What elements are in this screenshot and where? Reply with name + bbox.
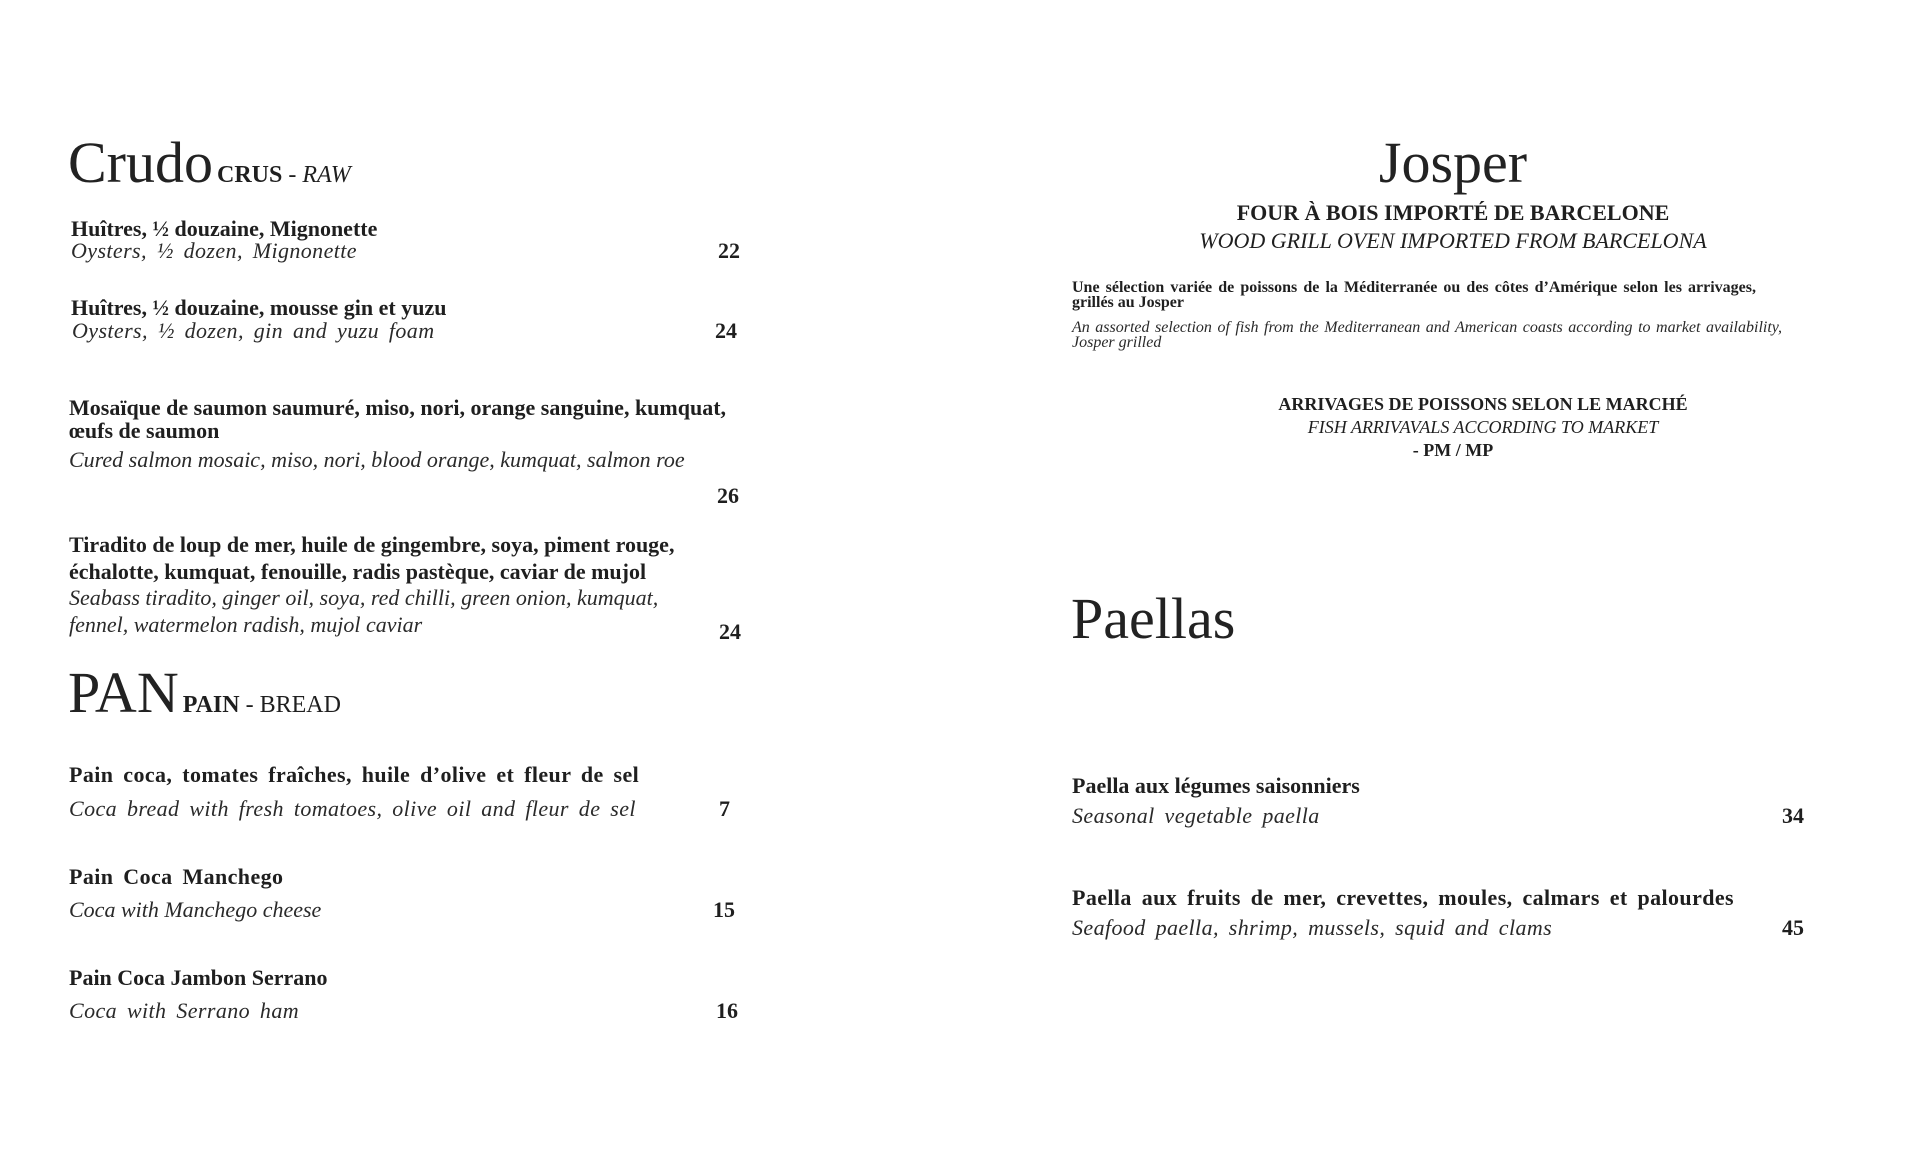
josper-title: Josper	[1378, 130, 1528, 195]
paellas-item-1-en: Seasonal vegetable paella	[1072, 803, 1320, 828]
crudo-item-1-fr: Huîtres, ½ douzaine, Mignonette	[71, 216, 378, 241]
paellas-item-2-price: 45	[1782, 915, 1804, 940]
crudo-title: Crudo	[68, 130, 213, 195]
crudo-subtitle-en: RAW	[302, 162, 351, 188]
paellas-item-2-fr: Paella aux fruits de mer, crevettes, moules, calmars et palourdes	[1072, 885, 1734, 910]
paellas-item-1-price: 34	[1782, 803, 1804, 828]
crudo-item-4-en-line2: fennel, watermelon radish, mujol caviar	[69, 612, 423, 637]
crudo-item-2-price: 24	[715, 318, 737, 343]
josper-market-fr: ARRIVAGES DE POISSONS SELON LE MARCHÉ	[1278, 394, 1688, 414]
crudo-subtitle-fr: CRUS	[217, 162, 283, 188]
crudo-item-4-en-line1: Seabass tiradito, ginger oil, soya, red chilli, green onion, kumquat,	[69, 585, 659, 610]
pan-item-3-price: 16	[716, 998, 738, 1023]
crudo-item-3-fr-line2: œufs de saumon	[69, 418, 220, 443]
josper-subtitle-fr: FOUR À BOIS IMPORTÉ DE BARCELONE	[1236, 200, 1670, 225]
pan-subtitle-fr: PAIN	[182, 692, 240, 718]
crudo-heading	[68, 130, 351, 195]
crudo-item-4-price: 24	[719, 619, 741, 644]
crudo-item-2-fr: Huîtres, ½ douzaine, mousse gin et yuzu	[71, 295, 447, 320]
crudo-item-4-fr-line1: Tiradito de loup de mer, huile de gingembre, soya, piment rouge,	[69, 532, 675, 557]
josper-description-en: An assorted selection of fish from the Mediterranean and American coasts according to market availability, Josper grilled	[1072, 319, 1782, 352]
paellas-title: Paellas	[1071, 586, 1236, 651]
pan-item-2-fr: Pain Coca Manchego	[69, 864, 284, 889]
josper-market-en: FISH ARRIVAVALS ACCORDING TO MARKET	[1307, 417, 1659, 437]
paellas-item-1-fr: Paella aux légumes saisonniers	[1072, 773, 1360, 798]
pan-item-3-fr: Pain Coca Jambon Serrano	[69, 965, 328, 990]
pan-subtitle-en: - BREAD	[239, 692, 341, 718]
josper-market-price: - PM / MP	[1412, 440, 1494, 460]
pan-item-1-fr: Pain coca, tomates fraîches, huile d’olive et fleur de sel	[69, 762, 640, 787]
crudo-item-3-fr-line1: Mosaïque de saumon saumuré, miso, nori, orange sanguine, kumquat,	[69, 395, 727, 420]
crudo-item-3-price: 26	[717, 483, 739, 508]
crudo-item-1-en: Oysters, ½ dozen, Mignonette	[71, 238, 357, 263]
josper-subtitle-en: WOOD GRILL OVEN IMPORTED FROM BARCELONA	[1199, 228, 1707, 253]
pan-item-1-price: 7	[719, 796, 730, 821]
crudo-item-2-en: Oysters, ½ dozen, gin and yuzu foam	[72, 318, 435, 343]
paellas-item-2-en: Seafood paella, shrimp, mussels, squid and clams	[1072, 915, 1553, 940]
pan-item-3-en: Coca with Serrano ham	[69, 998, 300, 1023]
pan-item-1-en: Coca bread with fresh tomatoes, olive oil and fleur de sel	[69, 796, 636, 821]
pan-item-2-price: 15	[713, 897, 735, 922]
pan-title: PAN	[68, 660, 179, 725]
pan-item-2-en: Coca with Manchego cheese	[69, 897, 322, 922]
josper-description-fr: Une sélection variée de poissons de la Méditerranée ou des côtes d’Amérique selon les arrivages, grillés au Josper	[1072, 279, 1756, 312]
crudo-subtitle-sep: -	[282, 162, 303, 188]
crudo-item-1-price: 22	[718, 238, 740, 263]
crudo-item-4-fr-line2: échalotte, kumquat, fenouille, radis pastèque, caviar de mujol	[69, 559, 647, 584]
crudo-item-3-en: Cured salmon mosaic, miso, nori, blood orange, kumquat, salmon roe	[69, 447, 685, 472]
pan-heading	[68, 660, 341, 725]
